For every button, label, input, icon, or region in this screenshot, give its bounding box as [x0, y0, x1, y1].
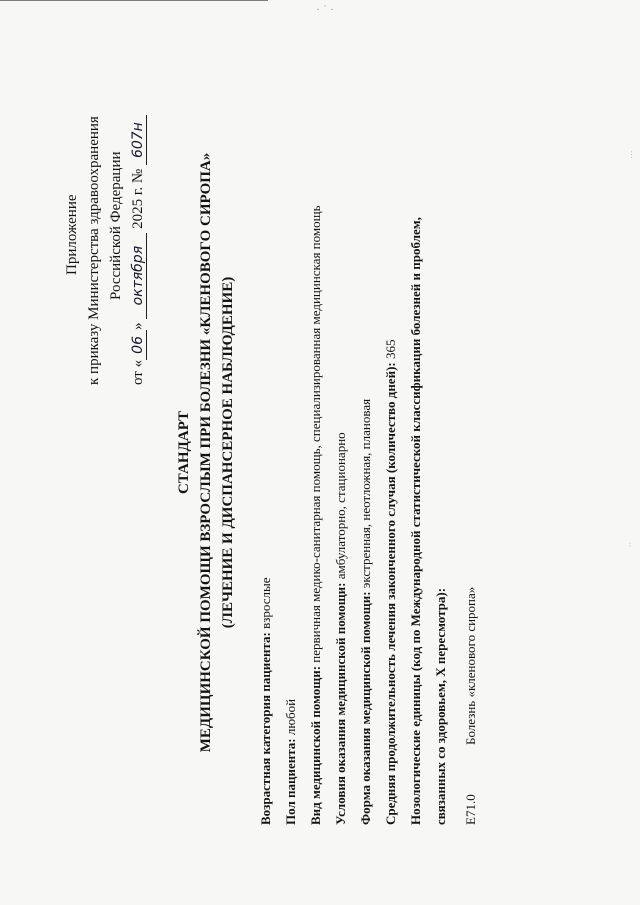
date-mid: »	[130, 322, 146, 330]
field-sex	[283, 699, 299, 825]
order-day: 06	[130, 330, 147, 360]
scan-artifact-dots: ·˙·	[316, 2, 337, 16]
edge-mark: ··	[626, 541, 636, 548]
document-subtitle-scope: (ЛЕЧЕНИЕ И ДИСПАНСЕРНОЕ НАБЛЮДЕНИЕ)	[220, 276, 236, 629]
diagnosis-name: Болезнь «кленового сиропа»	[463, 586, 478, 745]
field-label: связанных со здоровьем, X пересмотра):	[433, 587, 448, 825]
field-nosology	[408, 217, 424, 825]
field-nosology-cont	[433, 588, 449, 825]
order-number: 607н	[130, 115, 147, 165]
field-value: 365	[383, 339, 398, 360]
field-value: любой	[283, 698, 298, 736]
order-month: октября	[130, 233, 147, 319]
field-label: Условия оказания медицинской помощи:	[333, 582, 348, 825]
edge-mark: ···	[627, 150, 637, 159]
order-line: к приказу Министерства здравоохранения	[86, 116, 102, 385]
field-value: экстренная, неотложная, плановая	[358, 398, 373, 589]
field-label: Возрастная категория пациента:	[258, 632, 273, 825]
field-care-type	[308, 205, 324, 825]
field-conditions	[333, 432, 349, 825]
field-value: первичная медико-санитарная помощь, специализированная медицинская помощь	[308, 205, 323, 663]
diagnosis-code: E71.0	[463, 794, 478, 825]
field-label: Вид медицинской помощи:	[308, 665, 323, 825]
document-subtitle: МЕДИЦИНСКОЙ ПОМОЩИ ВЗРОСЛЫМ ПРИ БОЛЕЗНИ «КЛЕНОВОГО СИРОПА»	[198, 152, 214, 753]
document-title: СТАНДАРТ	[176, 410, 192, 495]
field-age	[258, 578, 274, 825]
field-label: Средняя продолжительность лечения законченного случая (количество дней):	[383, 362, 398, 825]
field-duration	[383, 340, 399, 825]
field-value: амбулаторно, стационарно	[333, 432, 348, 580]
field-label: Нозологические единицы (код по Международной статистической классификации болезней и проблем,	[408, 217, 423, 825]
appendix-label: Приложение	[64, 194, 80, 275]
order-year: 2025 г. №	[130, 168, 146, 229]
field-value: взрослые	[258, 577, 273, 629]
field-label: Пол пациента:	[283, 738, 298, 825]
order-line-country: Российской Федерации	[108, 151, 124, 300]
order-date-line	[130, 115, 147, 385]
field-form	[358, 399, 374, 825]
field-label: Форма оказания медицинской помощи:	[358, 591, 373, 825]
date-prefix: от «	[130, 359, 146, 385]
